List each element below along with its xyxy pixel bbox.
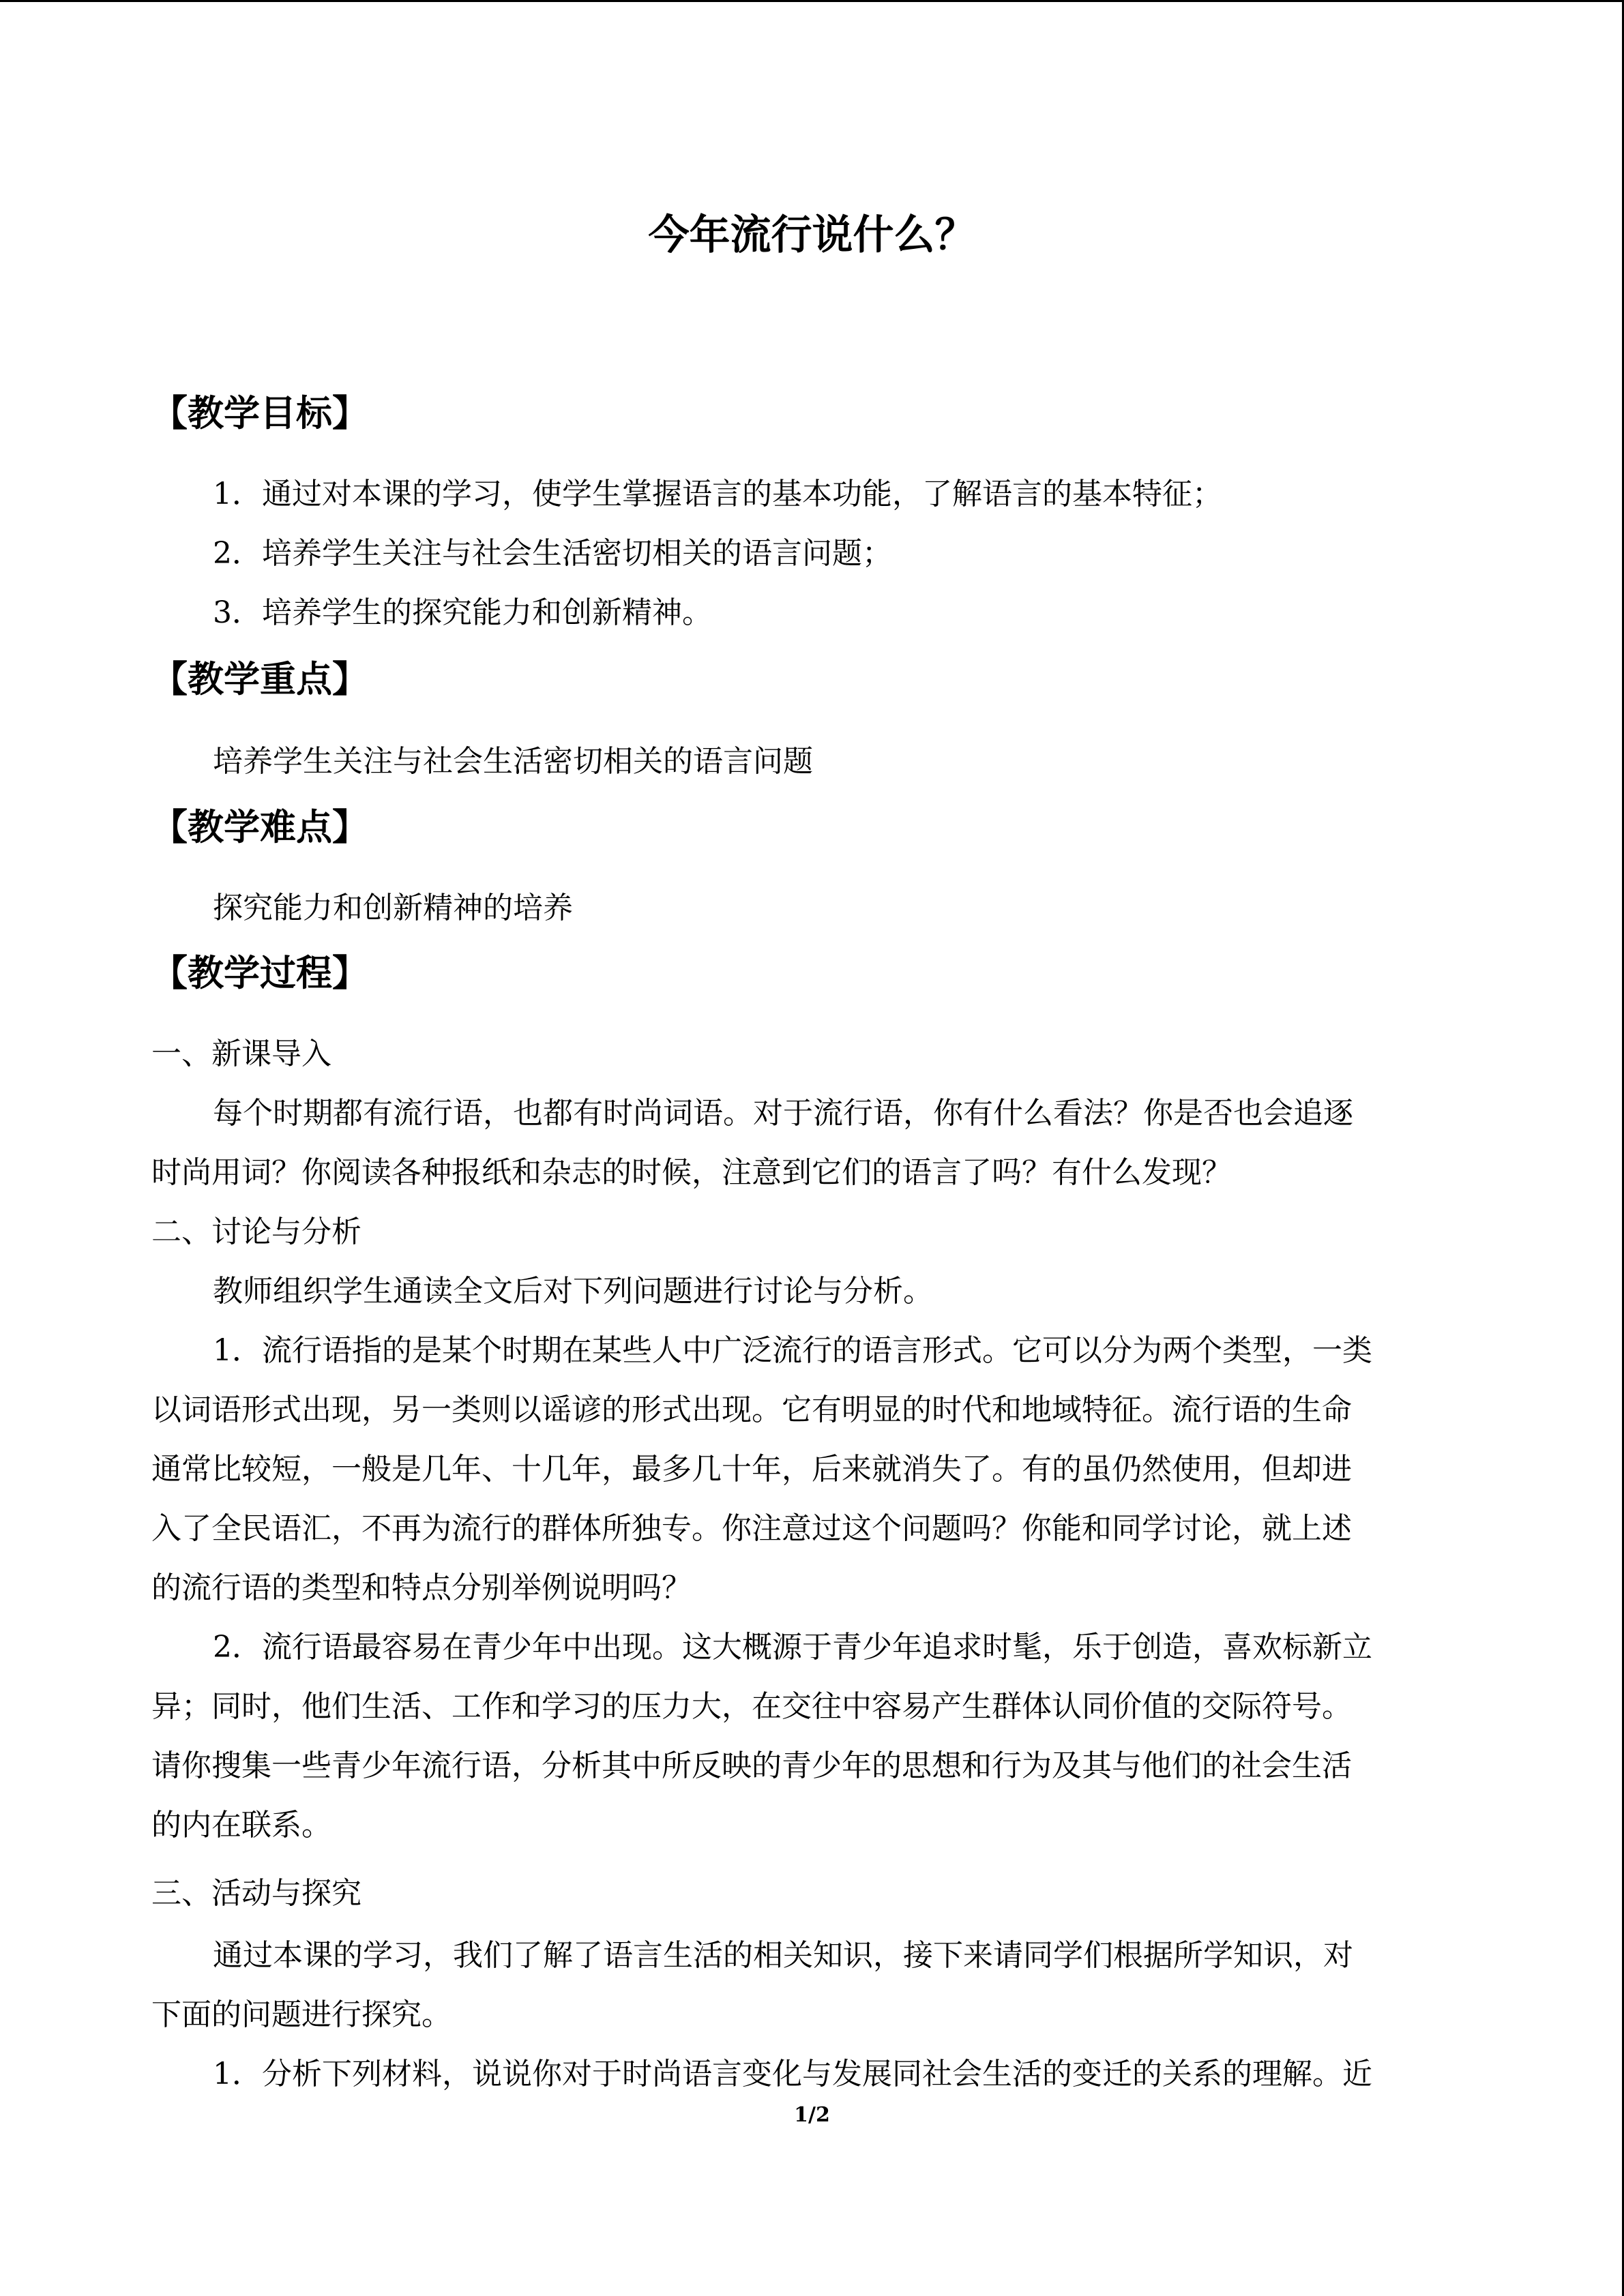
goal-item: 3．培养学生的探究能力和创新精神。 (213, 595, 712, 630)
paragraph-line: 时尚用词？你阅读各种报纸和杂志的时候，注意到它们的语言了吗？有什么发现？ (151, 1155, 1232, 1190)
key-points-text: 培养学生关注与社会生活密切相关的语言问题 (213, 744, 813, 779)
paragraph-line: 教师组织学生通读全文后对下列问题进行讨论与分析。 (213, 1274, 933, 1309)
heading-teaching-goals: 【教学目标】 (151, 393, 368, 434)
paragraph-line: 1．分析下列材料，说说你对于时尚语言变化与发展同社会生活的变迁的关系的理解。近 (213, 2057, 1372, 2091)
part3-title: 三、活动与探究 (151, 1876, 361, 1911)
goal-item: 2．培养学生关注与社会生活密切相关的语言问题； (213, 536, 892, 571)
page-border-top (0, 0, 1624, 2)
heading-teaching-process: 【教学过程】 (151, 953, 368, 994)
paragraph-line: 异；同时，他们生活、工作和学习的压力大，在交往中容易产生群体认同价值的交际符号。 (151, 1689, 1352, 1724)
paragraph-line: 1．流行语指的是某个时期在某些人中广泛流行的语言形式。它可以分为两个类型，一类 (213, 1333, 1372, 1368)
part1-title: 一、新课导入 (151, 1037, 331, 1071)
page-number: 1/2 (794, 2103, 830, 2127)
difficulties-text: 探究能力和创新精神的培养 (213, 891, 573, 925)
paragraph-line: 入了全民语汇，不再为流行的群体所独专。你注意过这个问题吗？你能和同学讨论，就上述 (151, 1511, 1352, 1546)
goal-item: 1．通过对本课的学习，使学生掌握语言的基本功能，了解语言的基本特征； (213, 477, 1222, 511)
paragraph-line: 以词语形式出现，另一类则以谣谚的形式出现。它有明显的时代和地域特征。流行语的生命 (151, 1392, 1352, 1427)
heading-difficulties: 【教学难点】 (151, 807, 368, 848)
paragraph-line: 下面的问题进行探究。 (151, 1997, 452, 2032)
heading-key-points: 【教学重点】 (151, 659, 368, 700)
paragraph-line: 的内在联系。 (151, 1808, 331, 1843)
paragraph-line: 请你搜集一些青少年流行语，分析其中所反映的青少年的思想和行为及其与他们的社会生活 (151, 1748, 1352, 1783)
paragraph-line: 的流行语的类型和特点分别举例说明吗？ (151, 1570, 692, 1605)
paragraph-line: 通常比较短，一般是几年、十几年，最多几十年，后来就消失了。有的虽仍然使用，但却进 (151, 1452, 1352, 1487)
paragraph-line: 2．流行语最容易在青少年中出现。这大概源于青少年追求时髦，乐于创造，喜欢标新立 (213, 1630, 1372, 1665)
paragraph-line: 通过本课的学习，我们了解了语言生活的相关知识，接下来请同学们根据所学知识，对 (213, 1938, 1353, 1973)
document-title: 今年流行说什么？ (648, 211, 976, 259)
part2-title: 二、讨论与分析 (151, 1214, 361, 1249)
paragraph-line: 每个时期都有流行语，也都有时尚词语。对于流行语，你有什么看法？你是否也会追逐 (213, 1096, 1353, 1131)
